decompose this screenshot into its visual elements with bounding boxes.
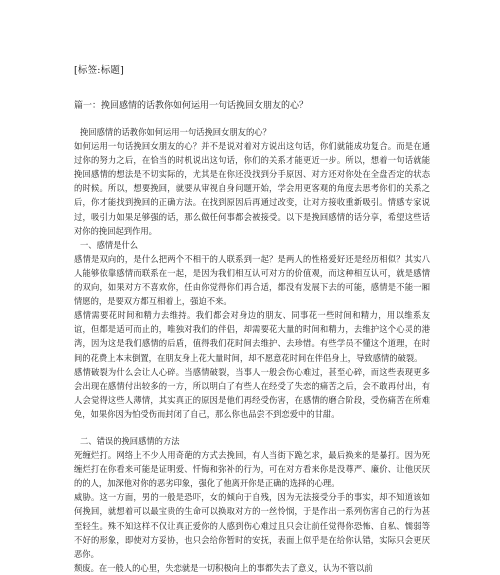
paragraph: 如何运用一句话挽回女朋友的心？并不是说对着对方说出这句话，你们就能成功复合。而是在通过你的努力之后，在恰当的时机说出这句话，你们的关系才能更近一步。所以，想着一句话就能挽回感情的想法是不切实际的，尤其是在你还没找到分手原因、对方还对你处在全盘否定的状态的时候。所以，想要挽回，就要从审视自身问题开始，学会用更客观的角度去思考你们的关系之后，你才能找到挽回的正确方法。在找到原因后再通过改变，让对方接收重新吸引。情感专家说过，吸引力如果足够强的话，那么做任何事都会被接受。以下是挽回感情的话分享，希望这些话对你的挽回起到作用。 — [74, 141, 430, 236]
paragraph: 感情是双向的，是什么把两个不相干的人联系到一起？是两人的性格爱好还是经历相似？其实八人能够依靠感情而联系在一起，是因为我们相互认可对方的价值观，而这种相互认可，就是感情的双向，如果对方不喜欢你，任由你觉得你们再合适，都没有发展下去的可能，感情是不能一厢情愿的，是要双方都互相着上，强迫不来。 — [74, 253, 430, 307]
section-gap — [74, 421, 430, 434]
article-body — [74, 125, 430, 575]
tag-label: [标签:标题] — [74, 65, 125, 76]
article-title: 篇一：挽回感情的话教你如何运用一句话挽回女朋友的心？ — [74, 101, 309, 111]
paragraph: 死缠烂打。网络上不少人用奇葩的方式去挽回，有人当街下跪乞求，最后换来的是暴打。因为死缠烂打在你看来可能是证明爱、忏悔和弥补的行为，可在对方看来你是没尊严、廉价、让他厌厌的的人，加深他对你的恶劣印象，强化了他离开你是正确的选择的心理。 — [74, 450, 430, 489]
paragraph: 颓废。在一般人的心里，失恋就是一切积极向上的事都失去了意义，认为不管以前 — [74, 562, 373, 573]
intro-heading: 挽回感情的话教你如何运用一句话挽回女朋友的心？ — [80, 127, 271, 137]
paragraph: 威胁。这一方面，男的一般是恐吓，女的倾向于自残，因为无法接受分手的事实，却不知道该如何挽回，就想着可以最宝贵的生命可以换取对方的一丝怜悯，于是作出一系列伤害自己的行为甚至轻生。殊不知这样不仅让真正爱你的人感到伤心难过且只会让前任觉得你恐怖、自私、懦弱等不好的形象，即使对方妥协，也只会给你暂时的安抚，表面上似乎是在给你认错，实际只会更厌恶你。 — [74, 492, 430, 559]
section-heading: 二、错误的挽回感情的方法 — [80, 435, 180, 446]
paragraph: 感情破裂为什么会让人心碎。当感情破裂，当事人一般会伤心难过，甚至心碎，而这些表现更多会出现在感情付出较多的一方，所以明白了有些人在经受了失恋的痛苦之后，会不敢再付出，有人会觉得这些人薄情，其实真正的原因是他们再经受伤害，在感情的磨合阶段，受伤痛苦在所难免，如果你因为怕受伤而封闭了自己，那么你也品尝不到恋爱中的甘甜。 — [74, 366, 430, 419]
section-heading: 一、感情是什么 — [80, 239, 139, 250]
paragraph: 感情需要花时间和精力去维持。我们都会对身边的朋友、同事花一些时间和精力，用以维系友谊，但都是适可而止的，唯独对我们的伴侣，却需要花大量的时间和精力，去维护这个心灵的港湾，因为这是我们感情的后盾，值得我们花时间去维护、去珍惜。有些学员不懂这个道理，在时间的花费上本末倒置，在朋友身上花大量时间，却不愿意花时间在伴侣身上，导致感情的破裂。 — [74, 310, 430, 363]
